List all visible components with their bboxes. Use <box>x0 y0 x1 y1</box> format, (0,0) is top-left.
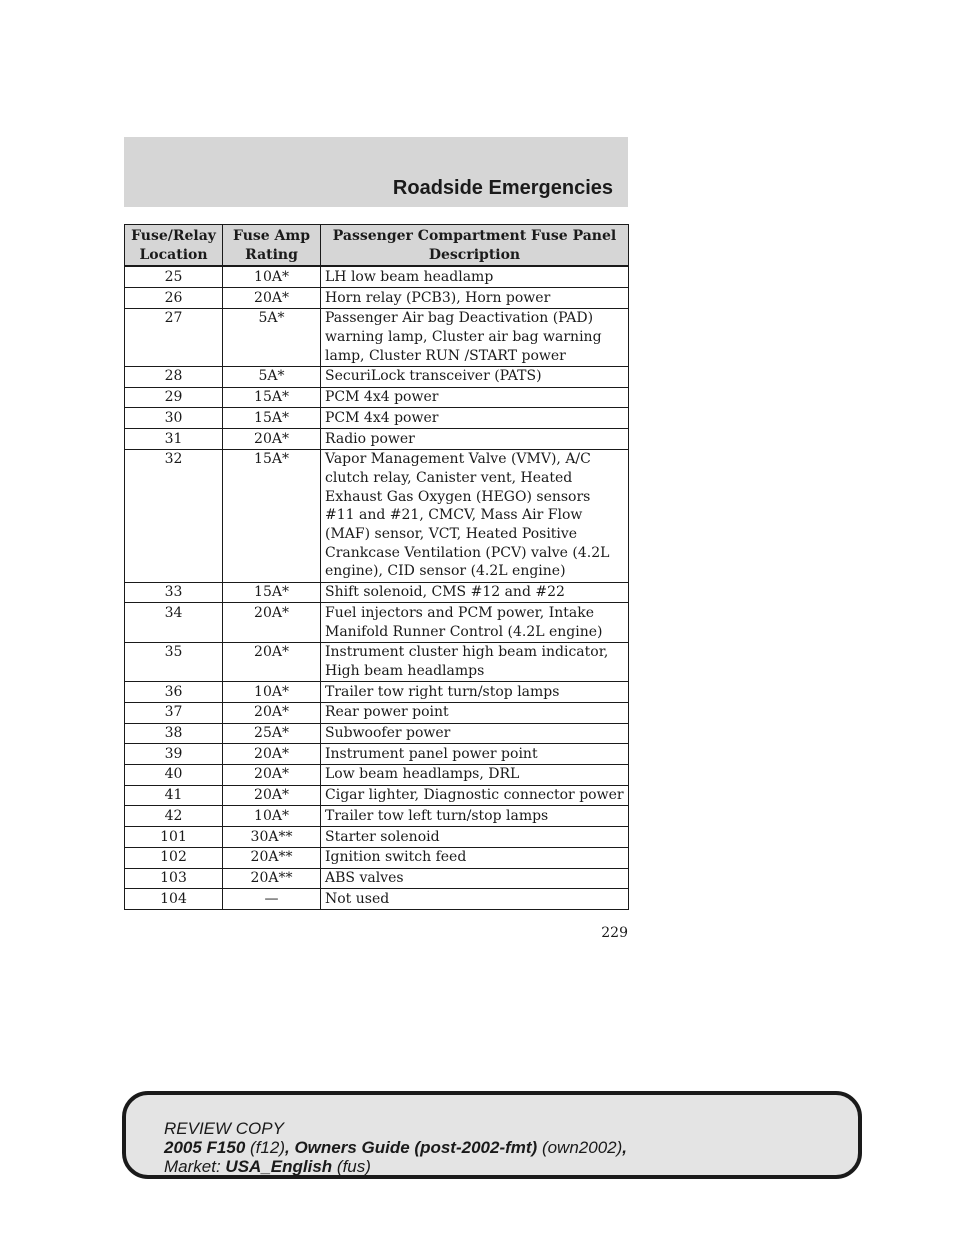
table-row <box>125 785 629 806</box>
table-row <box>125 408 629 429</box>
column-header-rating: Fuse Amp Rating <box>223 225 321 267</box>
fuse-description-cell: Trailer tow right turn/stop lamps <box>321 682 629 703</box>
fuse-rating-cell: 15A* <box>223 582 321 603</box>
fuse-location-cell: 38 <box>125 723 223 744</box>
fuse-location-cell: 104 <box>125 889 223 910</box>
fuse-location-cell: 41 <box>125 785 223 806</box>
table-row <box>125 868 629 889</box>
fuse-location-cell: 102 <box>125 847 223 868</box>
review-copy-label: REVIEW COPY <box>164 1119 284 1138</box>
page-number: 229 <box>601 925 628 941</box>
fuse-rating-cell: 20A* <box>223 288 321 309</box>
table-row <box>125 723 629 744</box>
table-header-row <box>125 225 629 267</box>
table-row <box>125 682 629 703</box>
fuse-rating-cell: — <box>223 889 321 910</box>
model-name: 2005 F150 <box>164 1138 246 1157</box>
fuse-location-cell: 34 <box>125 603 223 642</box>
table-row <box>125 827 629 848</box>
fuse-description-cell: Rear power point <box>321 702 629 723</box>
fuse-rating-cell: 20A* <box>223 764 321 785</box>
table-row <box>125 764 629 785</box>
fuse-rating-cell: 10A* <box>223 266 321 287</box>
table-row <box>125 288 629 309</box>
market-name: USA_English <box>225 1157 333 1176</box>
fuse-description-cell: Cigar lighter, Diagnostic connector power <box>321 785 629 806</box>
review-copy-box <box>122 1091 862 1179</box>
table-row <box>125 429 629 450</box>
review-copy-text <box>164 1119 627 1176</box>
fuse-location-cell: 26 <box>125 288 223 309</box>
table-row <box>125 806 629 827</box>
fuse-rating-cell: 20A* <box>223 603 321 642</box>
fuse-description-cell: PCM 4x4 power <box>321 387 629 408</box>
fuse-location-cell: 103 <box>125 868 223 889</box>
table-row <box>125 889 629 910</box>
market-label: Market: <box>164 1157 221 1176</box>
model-code: (f12) <box>250 1138 285 1157</box>
market-code: (fus) <box>336 1157 371 1176</box>
fuse-rating-cell: 20A* <box>223 785 321 806</box>
fuse-location-cell: 33 <box>125 582 223 603</box>
table-row <box>125 449 629 582</box>
fuse-description-cell: Ignition switch feed <box>321 847 629 868</box>
fuse-description-cell: Instrument panel power point <box>321 744 629 765</box>
table-row <box>125 582 629 603</box>
fuse-rating-cell: 15A* <box>223 387 321 408</box>
table-row <box>125 366 629 387</box>
fuse-description-cell: Low beam headlamps, DRL <box>321 764 629 785</box>
table-row <box>125 266 629 287</box>
fuse-description-cell: Not used <box>321 889 629 910</box>
fuse-description-cell: Radio power <box>321 429 629 450</box>
table-row <box>125 387 629 408</box>
fuse-description-cell: Starter solenoid <box>321 827 629 848</box>
fuse-description-cell: Passenger Air bag Deactivation (PAD) warning lamp, Cluster air bag warning lamp, Cluster RUN /START power <box>321 308 629 366</box>
fuse-location-cell: 36 <box>125 682 223 703</box>
fuse-rating-cell: 20A* <box>223 429 321 450</box>
fuse-location-cell: 42 <box>125 806 223 827</box>
fuse-table-body <box>125 266 629 909</box>
separator-comma: , <box>622 1138 627 1157</box>
fuse-location-cell: 28 <box>125 366 223 387</box>
guide-name: , Owners Guide (post-2002-fmt) <box>285 1138 538 1157</box>
fuse-description-cell: Vapor Management Valve (VMV), A/C clutch relay, Canister vent, Heated Exhaust Gas Oxygen (HEGO) sensors #11 and #21, CMCV, Mass Air Flow (MAF) sensor, VCT, Heated Positive Crankcase Ventilation (PCV) valve (4.2L engine), CID sensor (4.2L engine) <box>321 449 629 582</box>
section-header-band <box>124 137 628 207</box>
fuse-description-cell: Instrument cluster high beam indicator, High beam headlamps <box>321 642 629 681</box>
fuse-rating-cell: 20A** <box>223 847 321 868</box>
fuse-location-cell: 30 <box>125 408 223 429</box>
fuse-location-cell: 101 <box>125 827 223 848</box>
fuse-description-cell: ABS valves <box>321 868 629 889</box>
fuse-rating-cell: 20A** <box>223 868 321 889</box>
fuse-rating-cell: 5A* <box>223 308 321 366</box>
fuse-location-cell: 37 <box>125 702 223 723</box>
fuse-location-cell: 35 <box>125 642 223 681</box>
table-row <box>125 744 629 765</box>
fuse-location-cell: 31 <box>125 429 223 450</box>
fuse-description-cell: PCM 4x4 power <box>321 408 629 429</box>
table-row <box>125 308 629 366</box>
fuse-location-cell: 27 <box>125 308 223 366</box>
table-row <box>125 847 629 868</box>
fuse-rating-cell: 15A* <box>223 408 321 429</box>
fuse-rating-cell: 30A** <box>223 827 321 848</box>
table-row <box>125 642 629 681</box>
column-header-location: Fuse/Relay Location <box>125 225 223 267</box>
fuse-location-cell: 32 <box>125 449 223 582</box>
fuse-description-cell: Shift solenoid, CMS #12 and #22 <box>321 582 629 603</box>
fuse-description-cell: Trailer tow left turn/stop lamps <box>321 806 629 827</box>
fuse-description-cell: Fuel injectors and PCM power, Intake Manifold Runner Control (4.2L engine) <box>321 603 629 642</box>
section-title: Roadside Emergencies <box>392 177 613 199</box>
fuse-rating-cell: 25A* <box>223 723 321 744</box>
table-row <box>125 603 629 642</box>
fuse-description-cell: LH low beam headlamp <box>321 266 629 287</box>
fuse-location-cell: 40 <box>125 764 223 785</box>
fuse-location-cell: 39 <box>125 744 223 765</box>
guide-code: (own2002) <box>541 1138 623 1157</box>
fuse-rating-cell: 5A* <box>223 366 321 387</box>
fuse-rating-cell: 20A* <box>223 702 321 723</box>
fuse-rating-cell: 15A* <box>223 449 321 582</box>
fuse-rating-cell: 10A* <box>223 806 321 827</box>
fuse-description-cell: Subwoofer power <box>321 723 629 744</box>
fuse-location-cell: 25 <box>125 266 223 287</box>
fuse-location-cell: 29 <box>125 387 223 408</box>
fuse-rating-cell: 20A* <box>223 642 321 681</box>
table-row <box>125 702 629 723</box>
fuse-description-cell: Horn relay (PCB3), Horn power <box>321 288 629 309</box>
fuse-rating-cell: 10A* <box>223 682 321 703</box>
fuse-rating-cell: 20A* <box>223 744 321 765</box>
fuse-table <box>124 224 629 910</box>
fuse-description-cell: SecuriLock transceiver (PATS) <box>321 366 629 387</box>
column-header-description: Passenger Compartment Fuse Panel Description <box>321 225 629 267</box>
